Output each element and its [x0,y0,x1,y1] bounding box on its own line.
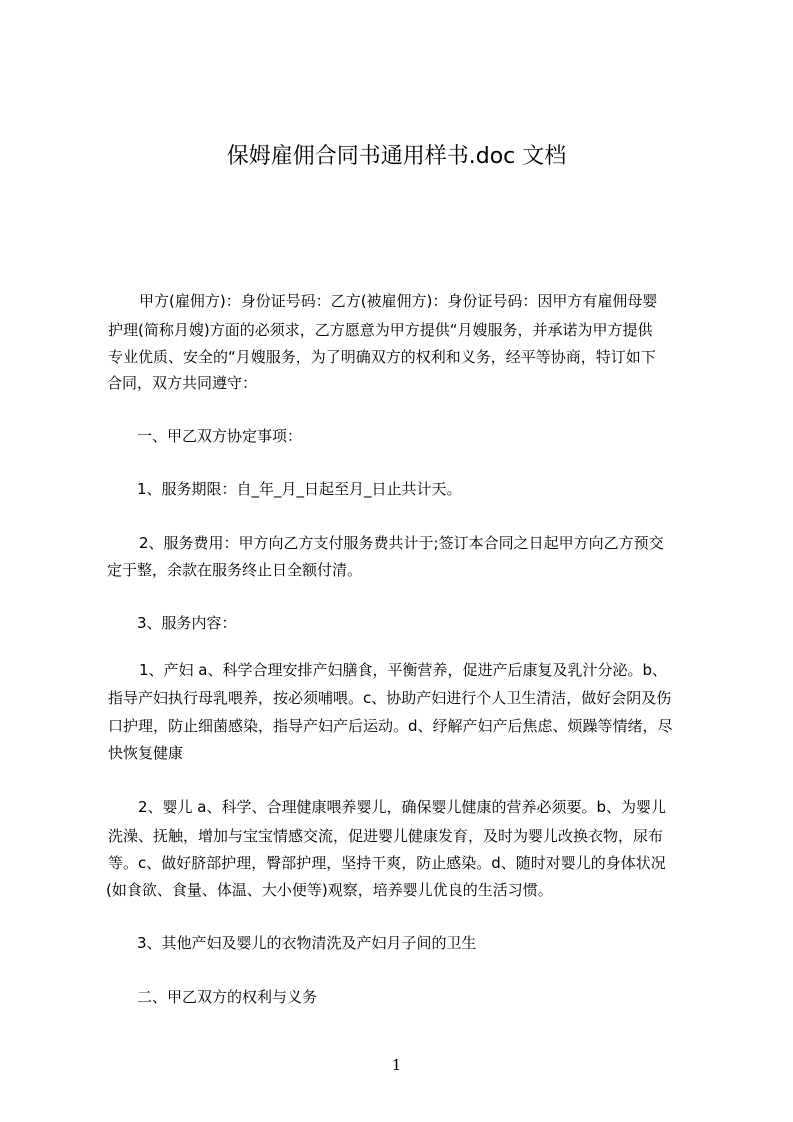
text-line: 快恢复健康 [108,744,184,762]
document-title: 保姆雇佣合同书通用样书.doc 文档 [226,144,567,169]
text-line: 2、服务费用：甲方向乙方支付服务费共计于;签订本合同之日起甲方向乙方预交 [139,534,664,552]
text-line: 洗澡、抚触，增加与宝宝情感交流，促进婴儿健康发育，及时为婴儿改换衣物，尿布 [108,827,664,845]
service-content-item: 3、服务内容： [137,614,237,632]
other-care-item: 3、其他产妇及婴儿的衣物清洗及产妇月子间的卫生 [137,934,477,952]
page-number: 1 [391,1056,402,1074]
text-line: 定于整，余款在服务终止日全额付清。 [107,561,363,579]
text-line: 等。c、做好脐部护理，臀部护理，坚持干爽，防止感染。d、随时对婴儿的身体状况 [108,854,666,872]
text-line: 专业优质、安全的“月嫂服务，为了明确双方的权利和义务，经平等协商，特订如下 [108,348,656,366]
text-line: 甲方(雇佣方)：身份证号码：乙方(被雇佣方)：身份证号码：因甲方有雇佣母婴 [139,292,658,310]
text-line: (如食欲、食量、体温、大小便等)观察，培养婴儿优良的生活习惯。 [106,881,553,899]
service-period-item: 1、服务期限：自_年_月_日起至月_日止共计天。 [137,480,462,498]
section-heading-rights-obligations: 二、甲乙双方的权利与义务 [137,988,318,1006]
text-line: 护理(简称月嫂)方面的必须求，乙方愿意为甲方提供“月嫂服务，并承诺为甲方提供 [108,321,653,339]
text-line: 2、婴儿 a、科学、合理健康喂养婴儿，确保婴儿健康的营养必须要。b、为婴儿 [138,798,667,816]
text-line: 1、产妇 a、科学合理安排产妇膳食，平衡营养，促进产后康复及乳汁分泌。b、 [139,661,668,679]
text-line: 指导产妇执行母乳喂养，按必须哺喂。c、协助产妇进行个人卫生清洁，做好会阴及伤 [108,689,672,707]
text-line: 合同，双方共同遵守： [107,374,258,392]
section-heading-agreement: 一、甲乙双方协定事项： [137,427,303,445]
text-line: 口护理，防止细菌感染，指导产妇产后运动。d、纾解产妇产后焦虑、烦躁等情绪，尽 [108,717,673,735]
